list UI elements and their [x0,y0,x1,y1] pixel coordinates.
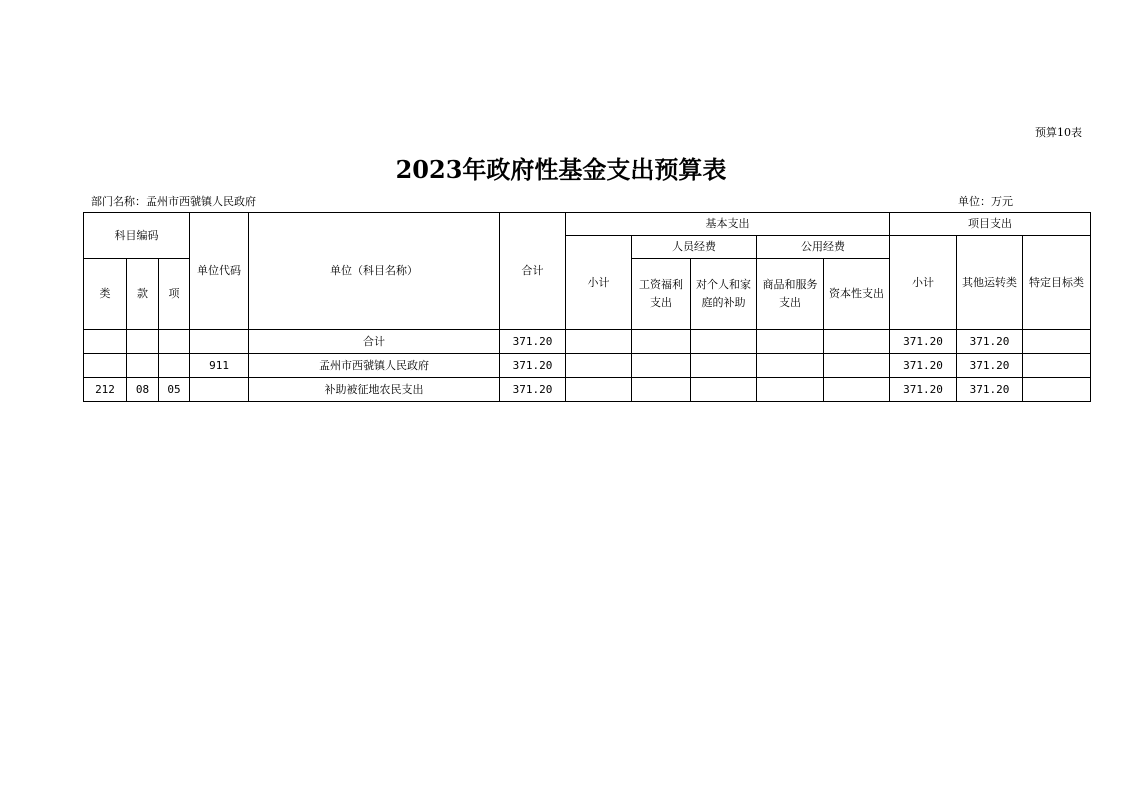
budget-table [83,212,1091,402]
header-unit-name: 单位（科目名称） [249,213,500,330]
page-title: 2023年政府性基金支出预算表 [395,155,727,184]
header-subject-code: 科目编码 [84,213,190,259]
cell-total: 371.20 [500,330,566,354]
header-public-expense: 公用经费 [757,236,890,259]
cell-capital [824,378,890,402]
cell-capital [824,354,890,378]
table-row [84,378,1091,402]
table-row [84,330,1091,354]
header-goods-services: 商品和服务支出 [757,259,824,330]
cell-other-transfer: 371.20 [957,354,1023,378]
department-label: 部门名称：孟州市西虢镇人民政府 [91,195,256,208]
header-capital-expense: 资本性支出 [824,259,890,330]
cell-kuan [127,354,159,378]
header-lei: 类 [84,259,127,330]
cell-wage [632,330,691,354]
header-basic-expenditure: 基本支出 [566,213,890,236]
cell-lei [84,354,127,378]
header-xiang: 项 [159,259,190,330]
header-wage-welfare: 工资福利支出 [632,259,691,330]
cell-other-transfer: 371.20 [957,330,1023,354]
cell-family-subsidy [691,330,757,354]
cell-total: 371.20 [500,354,566,378]
header-personnel-expense: 人员经费 [632,236,757,259]
cell-family-subsidy [691,378,757,402]
cell-xiang [159,330,190,354]
cell-specific-target [1023,354,1091,378]
cell-wage [632,354,691,378]
table-number: 预算10表 [1035,126,1082,139]
cell-other-transfer: 371.20 [957,378,1023,402]
cell-basic-subtotal [566,354,632,378]
cell-xiang: 05 [159,378,190,402]
cell-specific-target [1023,378,1091,402]
cell-wage [632,378,691,402]
header-other-transfer: 其他运转类 [957,236,1023,330]
cell-goods-services [757,354,824,378]
cell-lei: 212 [84,378,127,402]
cell-kuan [127,330,159,354]
cell-lei [84,330,127,354]
header-basic-subtotal: 小计 [566,236,632,330]
cell-xiang [159,354,190,378]
cell-name: 孟州市西虢镇人民政府 [249,354,500,378]
cell-total: 371.20 [500,378,566,402]
cell-unit-code [190,378,249,402]
cell-goods-services [757,378,824,402]
cell-basic-subtotal [566,330,632,354]
header-total: 合计 [500,213,566,330]
cell-unit-code [190,330,249,354]
cell-basic-subtotal [566,378,632,402]
cell-goods-services [757,330,824,354]
header-row-1 [84,213,1091,236]
header-project-subtotal: 小计 [890,236,957,330]
cell-unit-code: 911 [190,354,249,378]
cell-name: 补助被征地农民支出 [249,378,500,402]
cell-project-subtotal: 371.20 [890,330,957,354]
cell-project-subtotal: 371.20 [890,378,957,402]
cell-family-subsidy [691,354,757,378]
cell-kuan: 08 [127,378,159,402]
cell-name: 合计 [249,330,500,354]
header-family-subsidy: 对个人和家庭的补助 [691,259,757,330]
header-project-expenditure: 项目支出 [890,213,1091,236]
table-row [84,354,1091,378]
cell-capital [824,330,890,354]
cell-specific-target [1023,330,1091,354]
header-kuan: 款 [127,259,159,330]
header-specific-target: 特定目标类 [1023,236,1091,330]
unit-label: 单位：万元 [958,195,1013,208]
cell-project-subtotal: 371.20 [890,354,957,378]
header-unit-code: 单位代码 [190,213,249,330]
